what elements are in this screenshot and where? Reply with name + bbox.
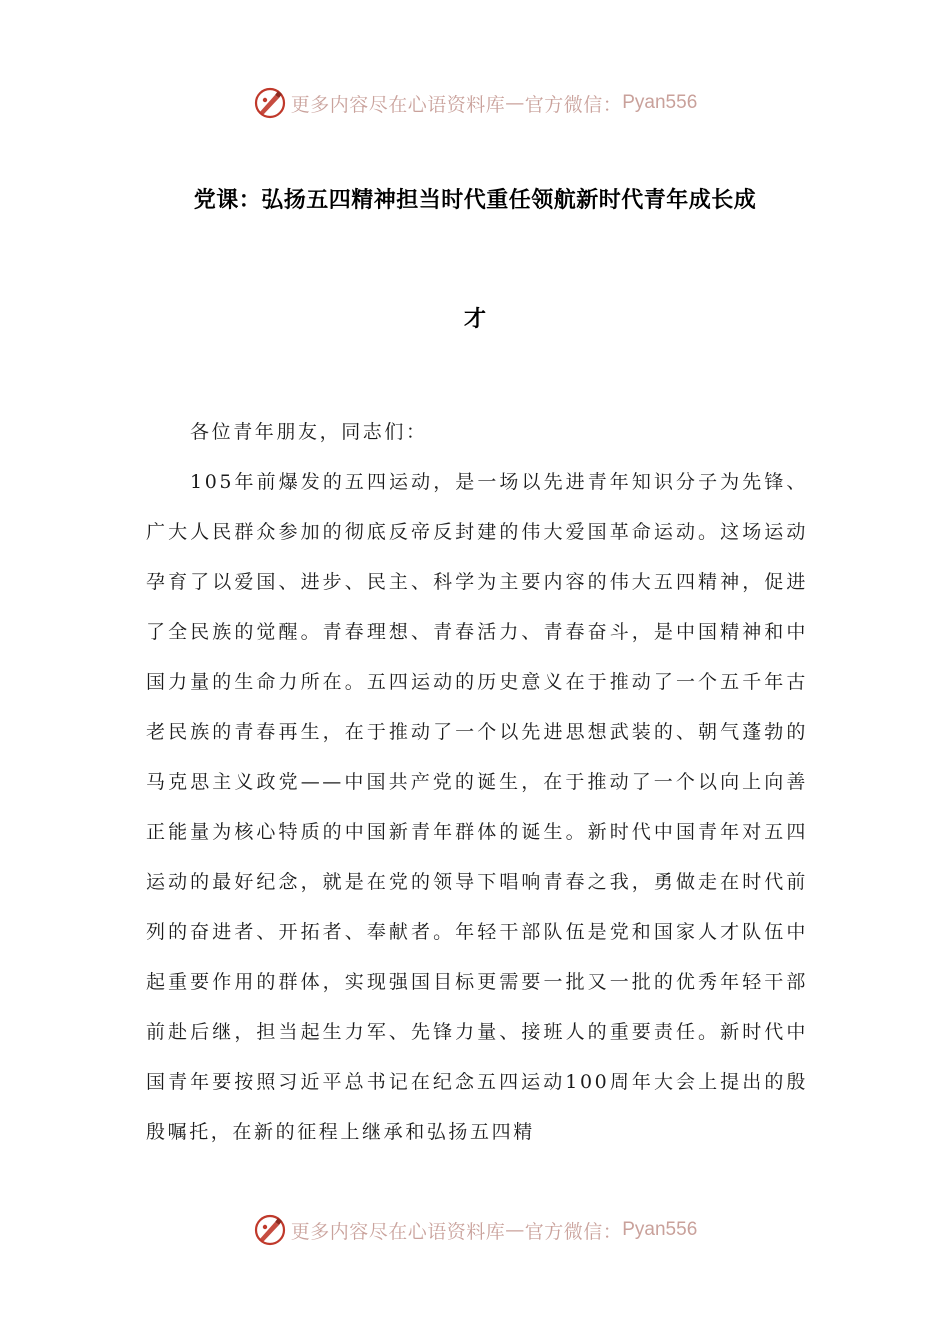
body-paragraph: 105年前爆发的五四运动，是一场以先进青年知识分子为先锋、广大人民群众参加的彻底反帝反封建的伟大爱国革命运动。这场运动孕育了以爱国、进步、民主、科学为主要内容的伟大五四精神，促进了全民族的觉醒。青春理想、青春活力、青春奋斗，是中国精神和中国力量的生命力所在。五四运动的历史意义在于推动了一个五千年古老民族的青春再生，在于推动了一个以先进思想武装的、朝气蓬勃的马克思主义政党——中国共产党的诞生，在于推动了一个以向上向善正能量为核心特质的中国新青年群体的诞生。新时代中国青年对五四运动的最好纪念，就是在党的领导下唱响青春之我，勇做走在时代前列的奋进者、开拓者、奉献者。年轻干部队伍是党和国家人才队伍中起重要作用的群体，实现强国目标更需要一批又一批的优秀年轻干部前赴后继，担当起生力军、先锋力量、接班人的重要责任。新时代中国青年要按照习近平总书记在纪念五四运动100周年大会上提出的殷殷嘱托，在新的征程上继承和弘扬五四精 [146,471,808,1143]
watermark-separator: — [505,1219,525,1241]
greeting-paragraph: 各位青年朋友，同志们： [190,421,428,443]
watermark-brand-text: 更多内容尽在心语资料库 [290,1220,506,1243]
pen-logo-icon [253,86,287,120]
watermark-separator: — [505,92,525,114]
watermark-brand-text: 更多内容尽在心语资料库 [290,93,506,116]
document-body [146,407,808,1157]
document-title-line-2: 才 [463,307,486,332]
watermark-contact-label: 官方微信： [524,93,623,116]
watermark-contact-id: Pyan556 [622,1219,698,1240]
watermark-contact-id: Pyan556 [622,92,698,113]
header-watermark [0,83,950,123]
pen-logo-icon [253,1213,287,1247]
watermark-contact-label: 官方微信： [524,1220,623,1243]
footer-watermark [0,1210,950,1250]
document-title-line-1: 党课：弘扬五四精神担当时代重任领航新时代青年成长成 [193,188,757,213]
